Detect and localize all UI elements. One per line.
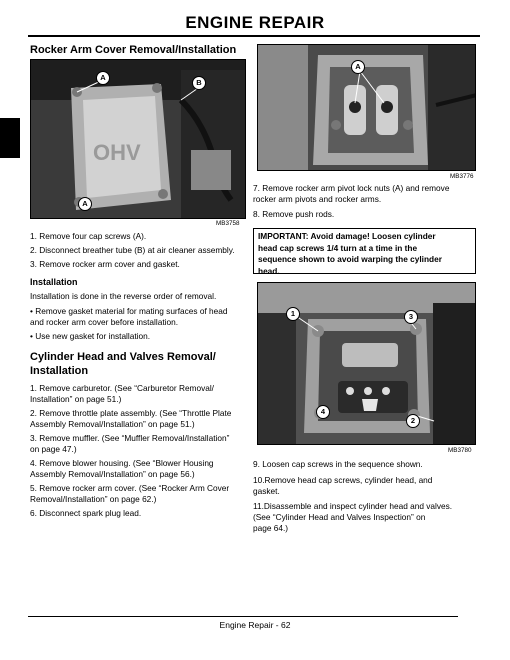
cyl-step-4: 4. Remove blower housing. (See “Blower Housing [30, 458, 214, 468]
callout-a-top: A [96, 71, 110, 85]
rocker-arms-step-7: 7. Remove rocker arm pivot lock nuts (A) and remove [253, 183, 450, 193]
rocker-step-2: 2. Disconnect breather tube (B) at air cleaner assembly. [30, 245, 235, 255]
figure-id: MB3758 [216, 220, 240, 227]
callout-3: 3 [404, 310, 418, 324]
rocker-cover-heading: Rocker Arm Cover Removal/Installation [30, 44, 237, 56]
page-title: ENGINE REPAIR [185, 13, 325, 32]
important-line-3: sequence shown to avoid warping the cylinder [258, 254, 442, 264]
callout-1: 1 [286, 307, 300, 321]
rocker-arms-step-8: 8. Remove push rods. [253, 209, 335, 219]
callout-2: 2 [406, 414, 420, 428]
cyl-step-10: 10.Remove head cap screws, cylinder head, and [253, 475, 433, 485]
cylinder-head-heading-cont: Installation [30, 365, 89, 377]
svg-text:OHV: OHV [93, 140, 141, 165]
cyl-step-5: 5. Remove rocker arm cover. (See “Rocker Arm Cover [30, 483, 230, 493]
section-tab-marker [0, 118, 20, 158]
callout-b: B [192, 76, 206, 90]
cyl-step-9: 9. Loosen cap screws in the sequence shown. [253, 459, 423, 469]
cyl-step-6: 6. Disconnect spark plug lead. [30, 508, 142, 518]
cyl-step-3: 3. Remove muffler. (See “Muffler Removal/Installation” [30, 433, 230, 443]
figure-id: MB3776 [450, 173, 474, 180]
rocker-arms-photo [257, 44, 476, 171]
footer-rule [28, 616, 458, 617]
installation-bullet-2: • Use new gasket for installation. [30, 331, 151, 341]
cyl-step-5-cont: Removal/Installation” on page 62.) [30, 494, 157, 504]
callout-a-rocker: A [351, 60, 365, 74]
cyl-step-2-cont: Assembly Removal/Installation” on page 51.) [30, 419, 195, 429]
cylinder-head-heading: Cylinder Head and Valves Removal/ [30, 351, 216, 363]
installation-heading: Installation [30, 277, 78, 287]
cyl-step-1-cont: Installation” on page 51.) [30, 394, 122, 404]
callout-4: 4 [316, 405, 330, 419]
cyl-step-11-cont: (See “Cylinder Head and Valves Inspection” on [253, 512, 426, 522]
figure-id: MB3780 [448, 447, 472, 454]
cyl-step-1: 1. Remove carburetor. (See “Carburetor Removal/ [30, 383, 214, 393]
rocker-arms-step-7-cont: rocker arm pivots and rocker arms. [253, 194, 382, 204]
rocker-cover-photo [30, 59, 246, 219]
rocker-step-3: 3. Remove rocker arm cover and gasket. [30, 259, 180, 269]
important-line-2: head cap screws 1/4 turn at a time in the [258, 242, 418, 253]
cyl-step-11: 11.Disassemble and inspect cylinder head and valves. [253, 501, 453, 511]
cyl-step-2: 2. Remove throttle plate assembly. (See “Throttle Plate [30, 408, 232, 418]
installation-bullet-1: • Remove gasket material for mating surfaces of head [30, 306, 228, 316]
header-rule [28, 35, 480, 37]
important-line-1: IMPORTANT: Avoid damage! Loosen cylinder [258, 231, 436, 241]
rocker-step-1: 1. Remove four cap screws (A). [30, 231, 147, 241]
important-notice-box [253, 228, 476, 274]
installation-bullet-1-cont: and rocker arm cover before installation. [30, 317, 179, 327]
page-footer: Engine Repair - 62 [219, 620, 291, 630]
cyl-step-4-cont: Assembly Removal/Installation” on page 56.) [30, 469, 195, 479]
important-line-4: head. [258, 265, 280, 276]
callout-a-bottom: A [78, 197, 92, 211]
cyl-step-10-cont: gasket. [253, 486, 280, 496]
cyl-step-11-cont-2: page 64.) [253, 523, 289, 533]
cyl-step-3-cont: on page 47.) [30, 444, 77, 454]
installation-text: Installation is done in the reverse order of removal. [30, 291, 217, 301]
